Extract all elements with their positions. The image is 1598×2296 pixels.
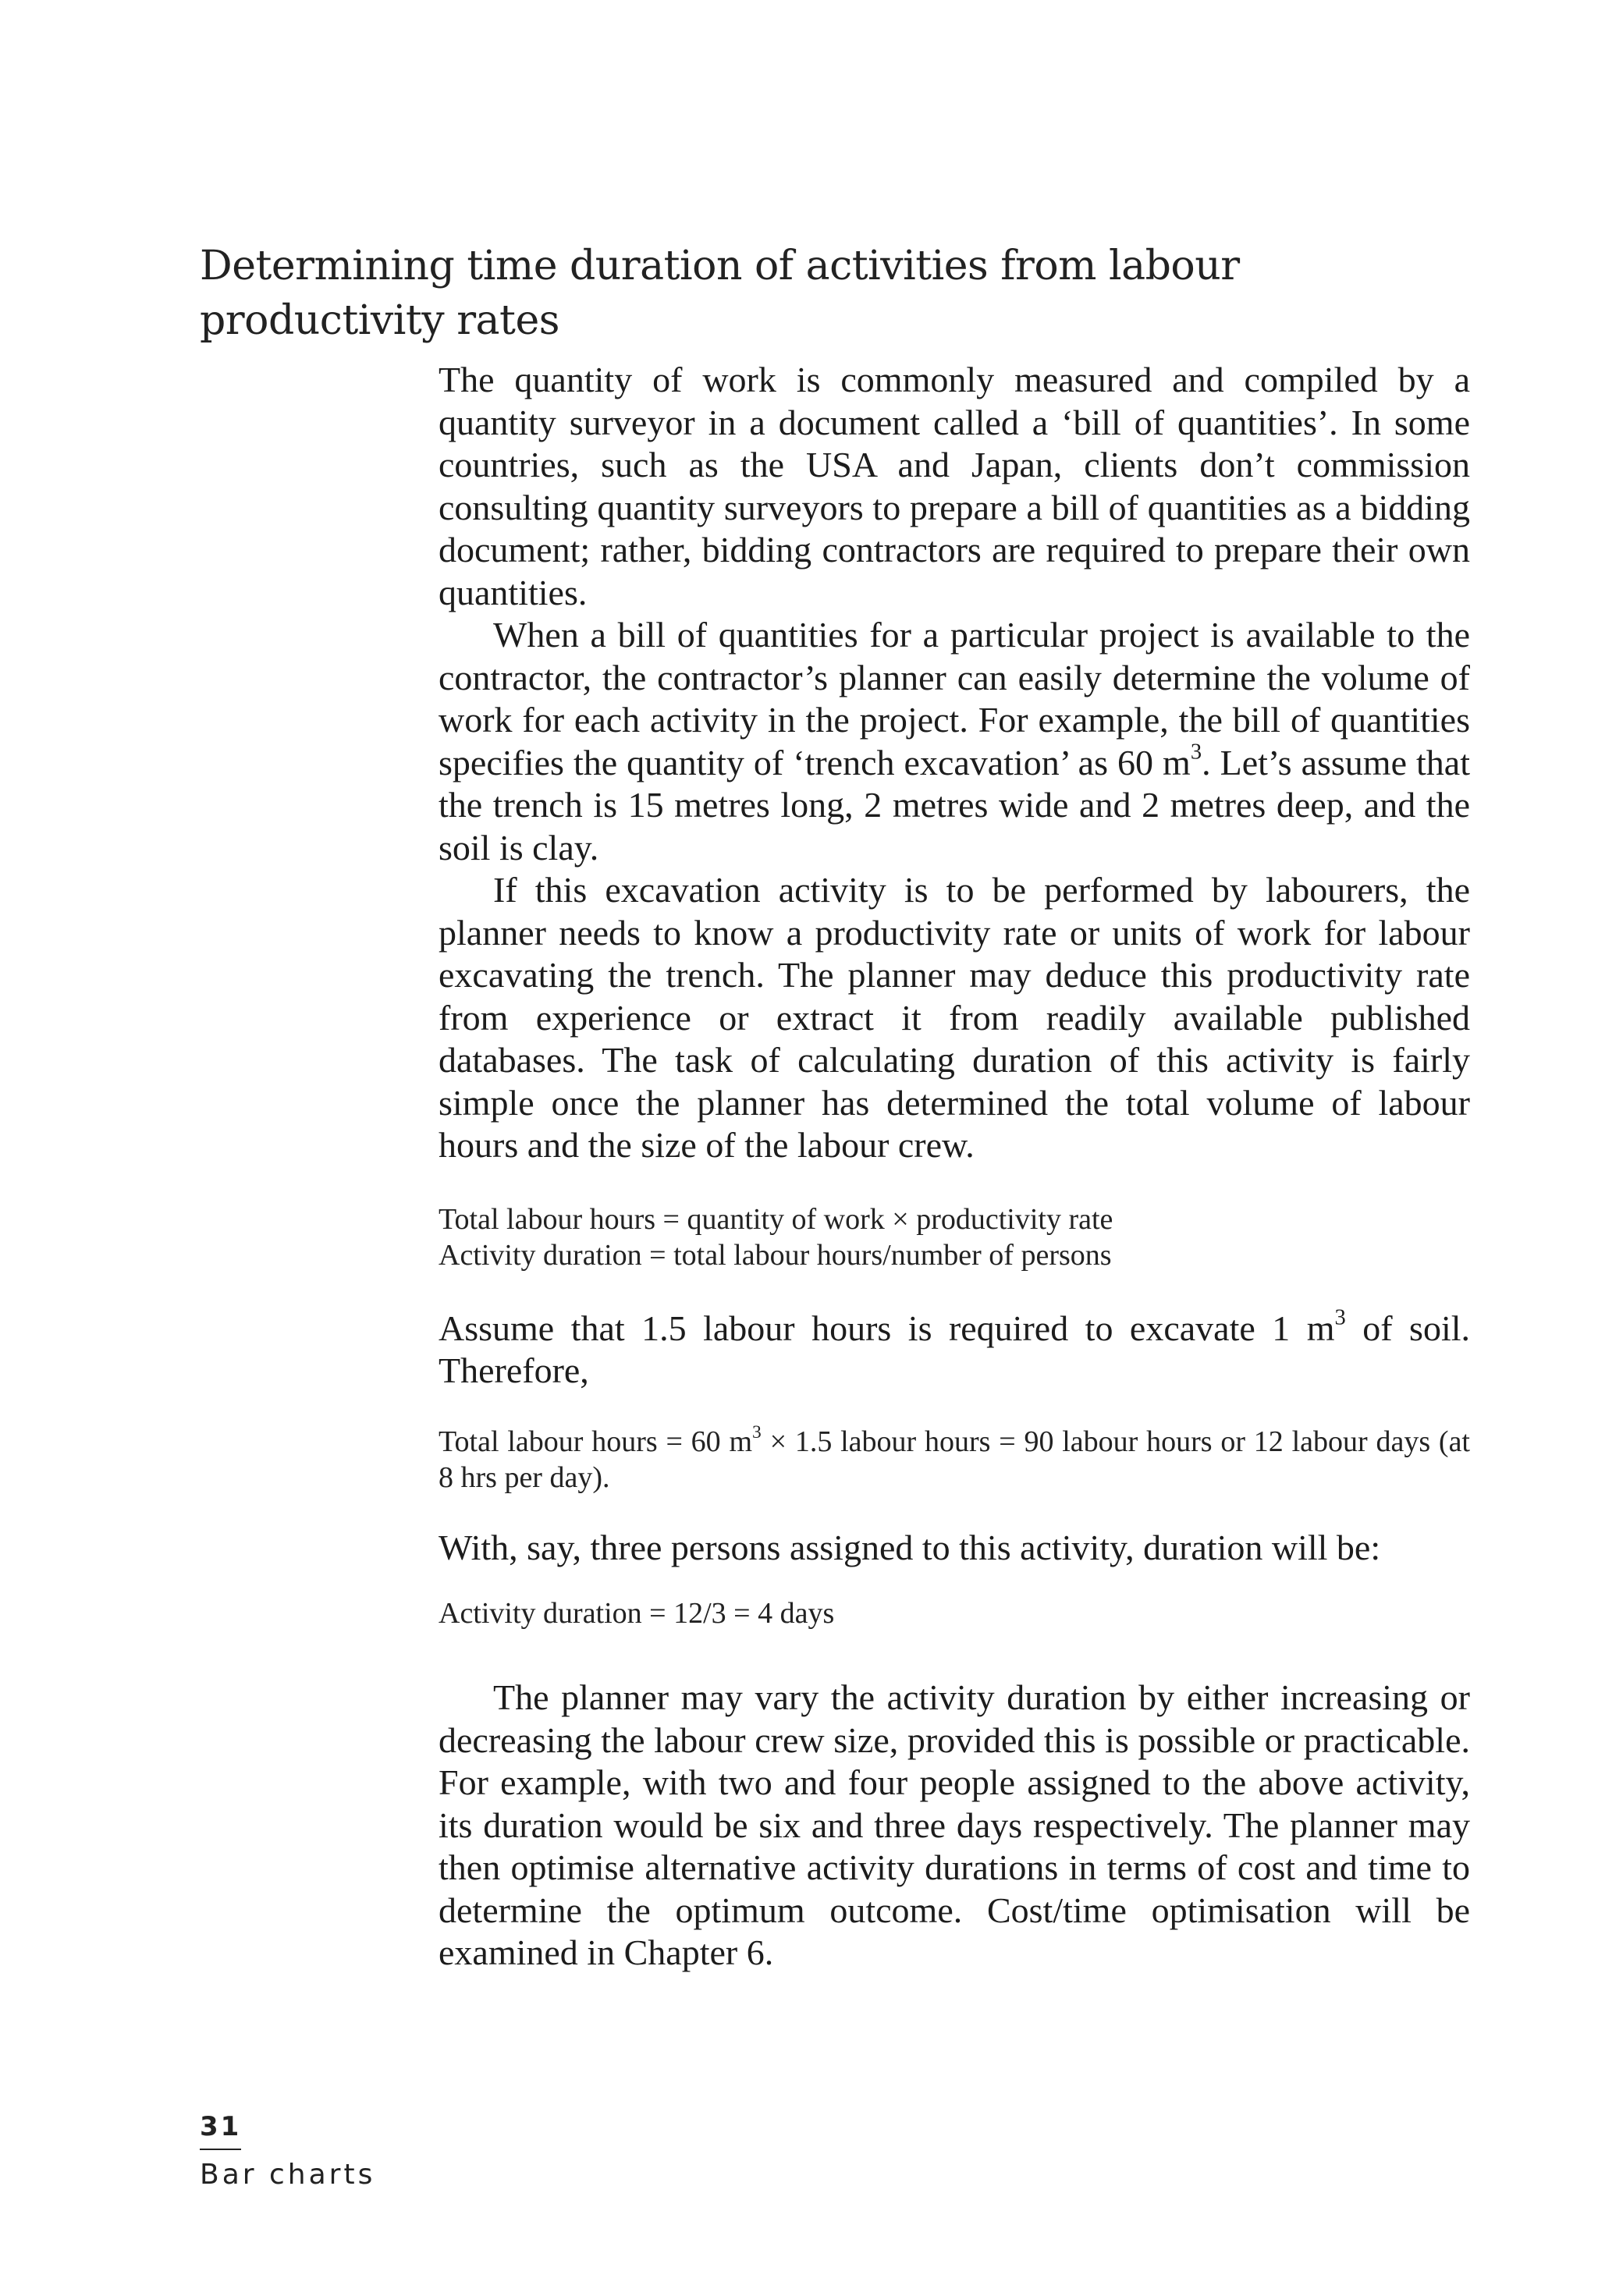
- formula-duration-result: Activity duration = 12/3 = 4 days: [439, 1597, 835, 1630]
- assumption-start: Assume that 1.5 labour hours is required to excavate 1 m: [439, 1308, 1335, 1348]
- page-footer: [200, 2110, 375, 2197]
- page-number: 31: [200, 2110, 241, 2150]
- running-section-title: Bar charts: [200, 2159, 376, 2191]
- assumption-end: of soil. Therefore,: [439, 1308, 1471, 1390]
- paragraph-bill-of-quantities: The quantity of work is commonly measured and compiled by a quantity surveyor in a document called a ‘bill of quantities’. In some countries, such as the USA and Japan, clients don’t commission consulting quantity surveyors to prepare a bill of quantities as a bidding document; rather, bidding contractors are required to prepare their own quantities.: [439, 360, 1470, 612]
- calculation-start: Total labour hours = 60 m: [439, 1425, 753, 1458]
- superscript-cubic: 3: [752, 1421, 762, 1443]
- paragraph-planner-volume-start: When a bill of quantities for a particular project is available to the contractor, the contractor’s planner can easily determine the volume of work for each activity in the project. For example, the bill of quantities specifies the quantity of ‘trench excavation’ as 60 m: [439, 615, 1470, 782]
- paragraph-planner-volume-end: . Let’s assume that the trench is 15 metres long, 2 metres wide and 2 metres deep, and the soil is clay.: [439, 742, 1470, 868]
- formula-activity-duration: Activity duration = total labour hours/number of persons: [439, 1238, 1112, 1272]
- paragraph-crew-size-optimisation: The planner may vary the activity duration by either increasing or decreasing the labour crew size, provided this is possible or practicable. For example, with two and four people assigned to the above activity, its duration would be six and three days respectively. The planner may then optimise alternative activity durations in terms of cost and time to determine the optimum outcome. Cost/time optimisation will be examined in Chapter 6.: [439, 1677, 1470, 1972]
- paragraph-planner-volume: [439, 614, 1470, 869]
- body-text: [439, 359, 1470, 1975]
- formula-total-labour-calculation: [439, 1421, 1470, 1496]
- superscript-cubic: 3: [1334, 1304, 1346, 1329]
- superscript-cubic: 3: [1190, 739, 1202, 764]
- paragraph-assumption: [439, 1304, 1471, 1393]
- paragraph-productivity-rate: If this excavation activity is to be performed by labourers, the planner needs to know a productivity rate or units of work for labour excavating the trench. The planner may deduce this productivity rate from experience or extract it from readily available published databases. The task of calculating duration of this activity is fairly simple once the planner has determined the total volume of labour hours and the size of the labour crew.: [439, 870, 1470, 1165]
- calculation-end: × 1.5 labour hours = 90 labour hours or 12 labour days (at 8 hrs per day).: [439, 1425, 1470, 1494]
- paragraph-three-persons: With, say, three persons assigned to this activity, duration will be:: [439, 1527, 1381, 1567]
- formula-total-labour-hours: Total labour hours = quantity of work × productivity rate: [439, 1202, 1113, 1236]
- section-heading: Determining time duration of activities from labour productivity rates: [200, 243, 1240, 344]
